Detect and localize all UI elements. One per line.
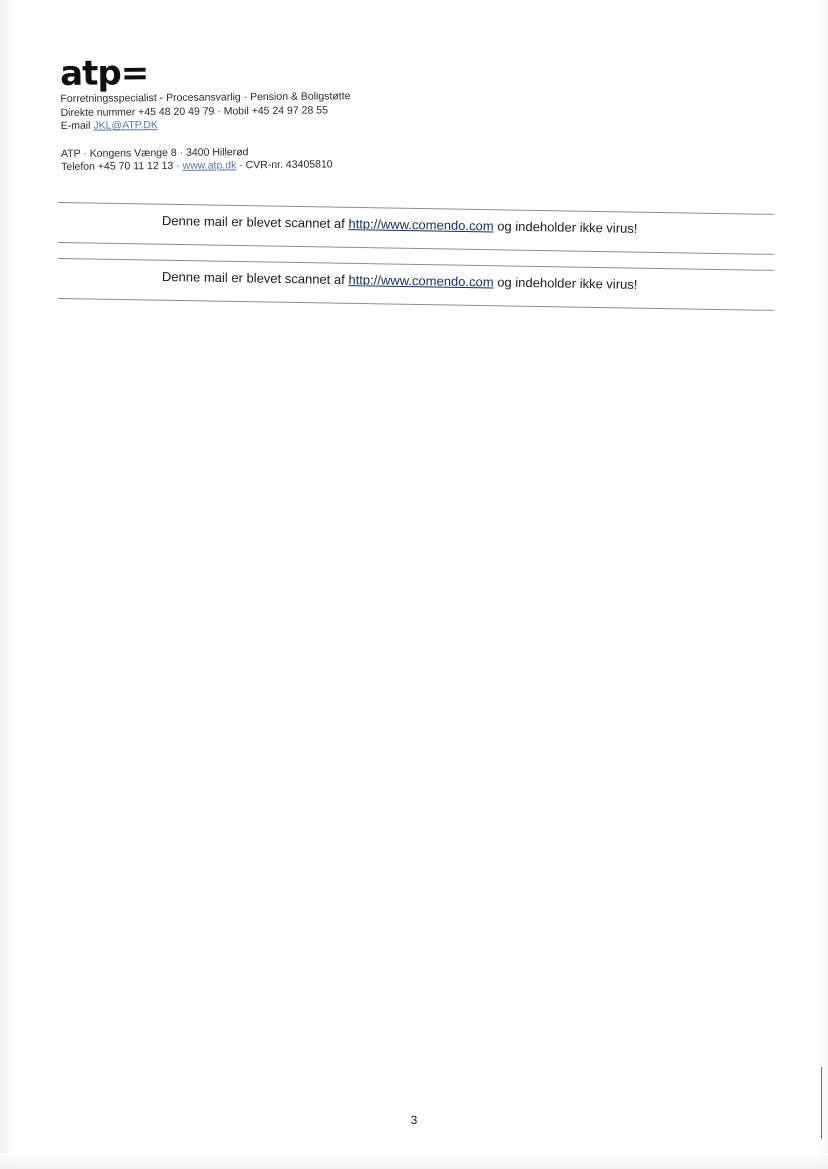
notice-divider-bottom: [58, 242, 774, 255]
atp-logo-text: atp: [59, 53, 121, 94]
notice-text: [162, 268, 638, 293]
scan-edge-bottom: [0, 1153, 828, 1169]
atp-logo: [60, 52, 350, 93]
scan-edge-left: [0, 0, 14, 1169]
notice-text-before: Denne mail er blevet scannet af: [161, 269, 345, 288]
notice-text: [162, 212, 638, 237]
virus-scan-notice: [58, 254, 774, 300]
scan-edge-right: [818, 0, 828, 1169]
signature-website-link[interactable]: www.atp.dk: [182, 159, 237, 172]
atp-logo-mark: =: [120, 53, 148, 94]
virus-scan-notice: [58, 198, 774, 244]
comendo-link[interactable]: http://www.comendo.com: [348, 272, 494, 290]
signature-telephone-text: Telefon +45 70 11 12 13 ·: [61, 159, 180, 173]
signature-cvr: · CVR-nr. 43405810: [239, 158, 333, 172]
notice-text-before: Denne mail er blevet scannet af: [161, 213, 345, 232]
signature-role: Forretningsspecialist - Procesansvarlig · Pension & Boligstøtte: [60, 90, 351, 105]
signature-phone: Direkte nummer +45 48 20 49 79 · Mobil +45 24 97 28 55: [60, 103, 328, 119]
signature-address: ATP · Kongens Vænge 8 · 3400 Hillerød: [60, 145, 249, 160]
page-number: 3: [410, 1112, 418, 1128]
notice-text-after: og indeholder ikke virus!: [497, 274, 638, 292]
notice-divider-bottom: [58, 298, 774, 311]
email-signature-block: [60, 52, 351, 174]
notice-text-after: og indeholder ikke virus!: [497, 218, 638, 236]
signature-email-label: E-mail: [60, 119, 91, 132]
signature-telephone-line: [61, 158, 351, 174]
scan-artifact-line: [821, 1067, 822, 1139]
comendo-link[interactable]: http://www.comendo.com: [348, 216, 494, 234]
signature-email-link[interactable]: JKL@ATP.DK: [93, 119, 158, 132]
